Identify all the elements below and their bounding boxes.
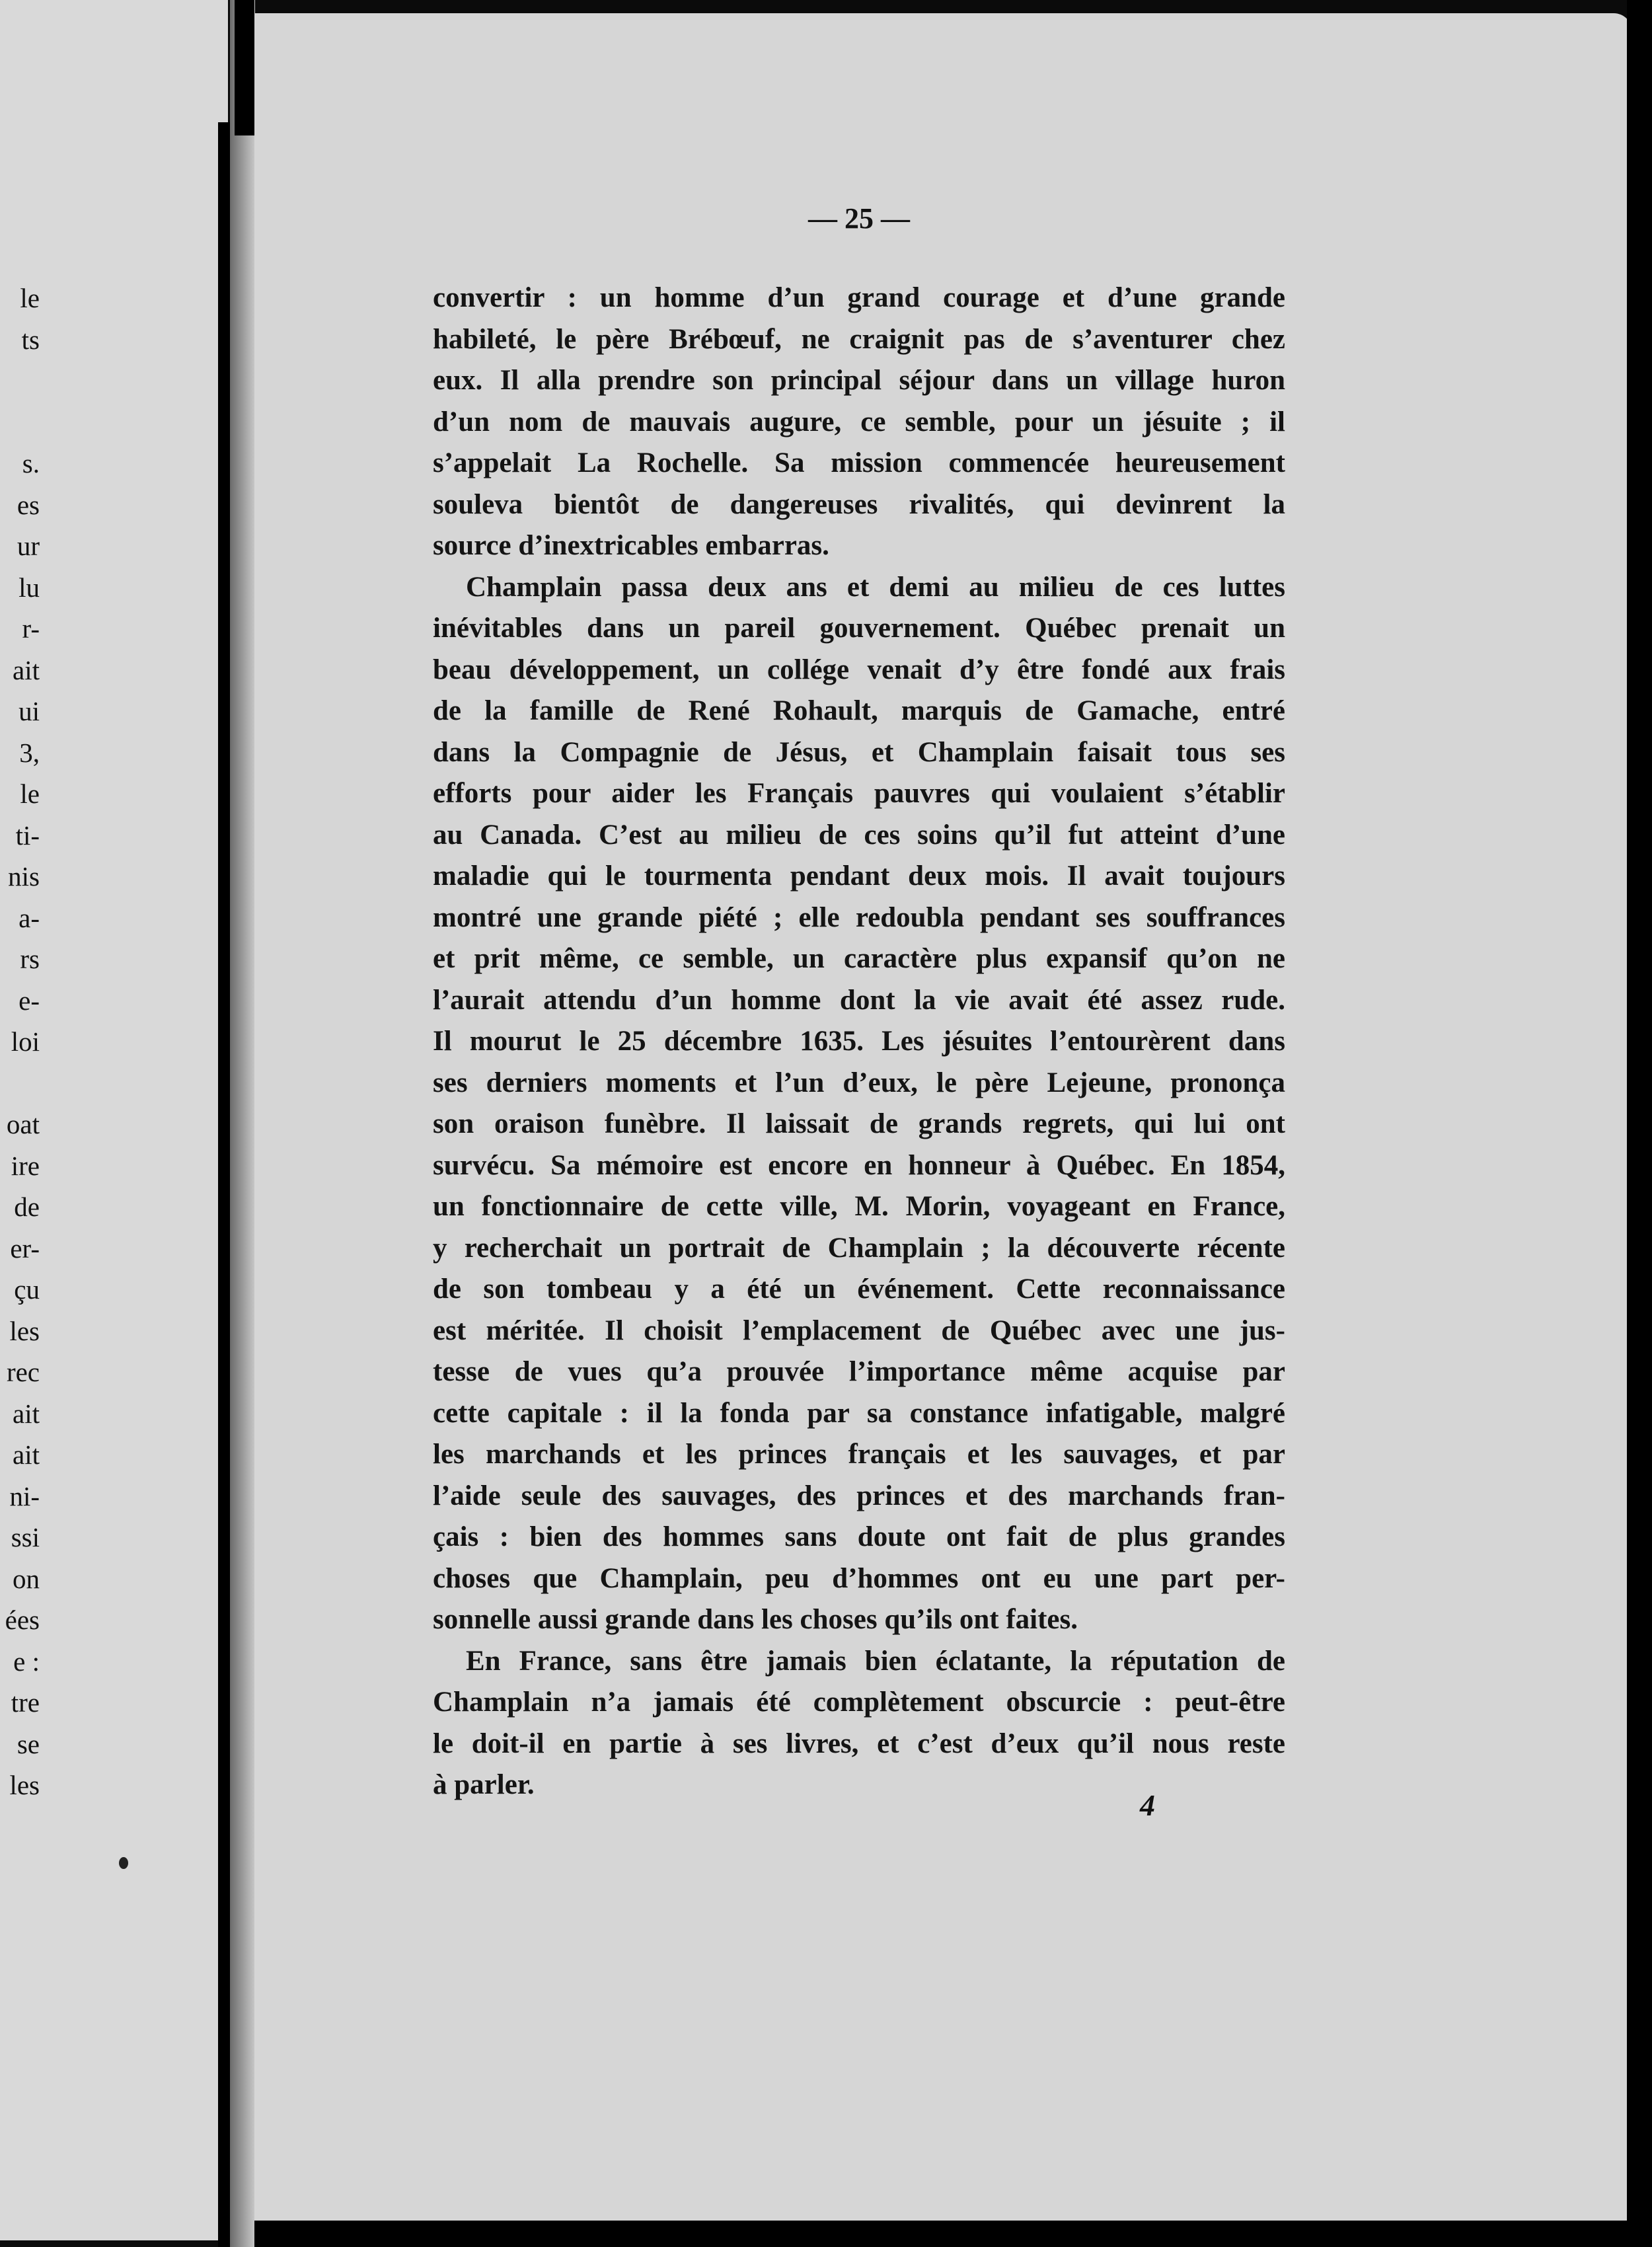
gutter <box>218 122 230 2247</box>
left-fragment-line: ait <box>13 1439 40 1470</box>
left-fragment-line: lu <box>19 572 40 603</box>
text-line: à parler. <box>433 1769 535 1800</box>
paragraph-1 <box>433 278 1285 567</box>
left-fragment-line: nis <box>8 861 40 892</box>
page-number: — 25 — <box>808 202 910 235</box>
left-fragment-line: r- <box>22 613 40 644</box>
text-line: l’aide seule des sauvages, des princes et des marchands fran- <box>433 1480 1285 1511</box>
left-fragment-line: er- <box>10 1233 40 1264</box>
left-fragment-line: de <box>14 1192 40 1222</box>
text-line: Champlain passa deux ans et demi au milieu de ces luttes <box>466 571 1285 603</box>
text-line: efforts pour aider les Français pauvres qui voulaient s’établir <box>433 778 1285 809</box>
text-line: y recherchait un portrait de Champlain ; la découverte récente <box>433 1232 1285 1264</box>
left-fragment-line <box>0 1063 40 1104</box>
text-line: ses derniers moments et l’un d’eux, le père Lejeune, prononça <box>433 1067 1285 1098</box>
text-line: Il mourut le 25 décembre 1635. Les jésuites l’entourèrent dans <box>433 1026 1285 1057</box>
left-fragment-line: ni- <box>9 1480 40 1511</box>
left-fragment-line: on <box>13 1563 40 1594</box>
text-line: un fonctionnaire de cette ville, M. Morin, voyageant en France, <box>433 1191 1285 1222</box>
text-line: çais : bien des hommes sans doute ont fait de plus grandes <box>433 1521 1285 1552</box>
left-fragment-line: ur <box>17 531 40 561</box>
text-line: habileté, le père Brébœuf, ne craignit pas de s’aventurer chez <box>433 323 1285 355</box>
left-fragment-line: loi <box>11 1026 40 1057</box>
text-line: dans la Compagnie de Jésus, et Champlain faisait tous ses <box>433 736 1285 768</box>
left-fragment-line: ti- <box>15 819 40 851</box>
left-fragment-line: a- <box>19 902 40 933</box>
text-line: eux. Il alla prendre son principal séjour dans un village huron <box>433 365 1285 396</box>
gutter-top <box>235 0 254 135</box>
text-line: souleva bientôt de dangereuses rivalités, qui devinrent la <box>433 488 1285 520</box>
left-fragment-line: tre <box>11 1687 40 1718</box>
left-fragment-line: çu <box>14 1274 40 1305</box>
text-line: cette capitale : il la fonda par sa constance infatigable, malgré <box>433 1397 1285 1429</box>
text-line: le doit-il en partie à ses livres, et c’est d’eux qu’il nous reste <box>433 1728 1285 1759</box>
left-fragment-line: e- <box>19 985 40 1016</box>
left-fragment-line: rs <box>20 944 40 974</box>
left-fragment-line: les <box>9 1315 40 1346</box>
text-line: au Canada. C’est au milieu de ces soins qu’il fut atteint d’une <box>433 819 1285 851</box>
left-fragment-line <box>0 402 40 443</box>
bottom-scan-border <box>254 2221 1652 2247</box>
left-fragment-line: 3, <box>19 737 40 768</box>
left-facing-page <box>0 0 228 2240</box>
text-line: montré une grande piété ; elle redoubla pendant ses souffrances <box>433 901 1285 933</box>
text-line: tesse de vues qu’a prouvée l’importance même acquise par <box>433 1356 1285 1387</box>
left-fragment-line: s. <box>22 448 40 478</box>
signature-mark: 4 <box>1140 1788 1155 1822</box>
text-line: et prit même, ce semble, un caractère plus expansif qu’on ne <box>433 943 1285 974</box>
text-line: choses que Champlain, peu d’hommes ont eu une part per- <box>433 1562 1285 1594</box>
text-line: En France, sans être jamais bien éclatante, la réputation de <box>466 1645 1285 1677</box>
left-fragment-line: le <box>20 779 40 809</box>
text-line: maladie qui le tourmenta pendant deux mois. Il avait toujours <box>433 860 1285 892</box>
text-line: de la famille de René Rohault, marquis de Gamache, entré <box>433 695 1285 726</box>
left-fragment-line: ées <box>5 1605 40 1635</box>
paragraph-2 <box>433 567 1285 1641</box>
right-scan-border <box>1627 0 1652 2247</box>
left-fragment-line: ait <box>13 654 40 685</box>
text-line: d’un nom de mauvais augure, ce semble, pour un jésuite ; il <box>433 406 1285 438</box>
left-fragment-line: rec <box>6 1357 40 1387</box>
text-line: son oraison funèbre. Il laissait de grands regrets, qui lui ont <box>433 1108 1285 1139</box>
text-line: survécu. Sa mémoire est encore en honneur à Québec. En 1854, <box>433 1149 1285 1181</box>
text-line: les marchands et les princes français et les sauvages, et par <box>433 1439 1285 1470</box>
left-fragment-line: le <box>20 283 40 313</box>
left-fragment-line: se <box>17 1728 40 1759</box>
left-fragment-line: oat <box>6 1109 40 1139</box>
text-line: inévitables dans un pareil gouvernement. Québec prenait un <box>433 613 1285 644</box>
left-fragment-line: les <box>9 1770 40 1800</box>
left-fragment-line: ui <box>19 696 40 726</box>
gutter-shadow <box>230 0 255 2247</box>
ink-spot <box>119 1857 128 1869</box>
left-fragment-line: ait <box>13 1398 40 1429</box>
left-fragment-line: ssi <box>11 1522 40 1552</box>
text-line: source d’inextricables embarras. <box>433 530 829 561</box>
text-line: beau développement, un collége venait d’y être fondé aux frais <box>433 654 1285 685</box>
paragraph-3 <box>433 1641 1285 1806</box>
left-fragment-line: ts <box>21 324 40 355</box>
body-text <box>433 278 1285 1806</box>
text-line: Champlain n’a jamais été complètement obscurcie : peut-être <box>433 1687 1285 1718</box>
left-fragment-line: ire <box>11 1150 40 1181</box>
text-line: sonnelle aussi grande dans les choses qu’ils ont faites. <box>433 1604 1078 1635</box>
left-fragment-line: es <box>17 489 40 520</box>
left-fragment-line <box>0 360 40 402</box>
text-line: est méritée. Il choisit l’emplacement de Québec avec une jus- <box>433 1314 1285 1346</box>
text-line: convertir : un homme d’un grand courage et d’une grande <box>433 282 1285 313</box>
left-fragment-line: e : <box>13 1646 40 1677</box>
text-line: de son tombeau y a été un événement. Cette reconnaissance <box>433 1274 1285 1305</box>
text-line: l’aurait attendu d’un homme dont la vie avait été assez rude. <box>433 984 1285 1016</box>
left-page-text-fragment <box>0 278 40 1806</box>
text-line: s’appelait La Rochelle. Sa mission commencée heureusement <box>433 447 1285 478</box>
